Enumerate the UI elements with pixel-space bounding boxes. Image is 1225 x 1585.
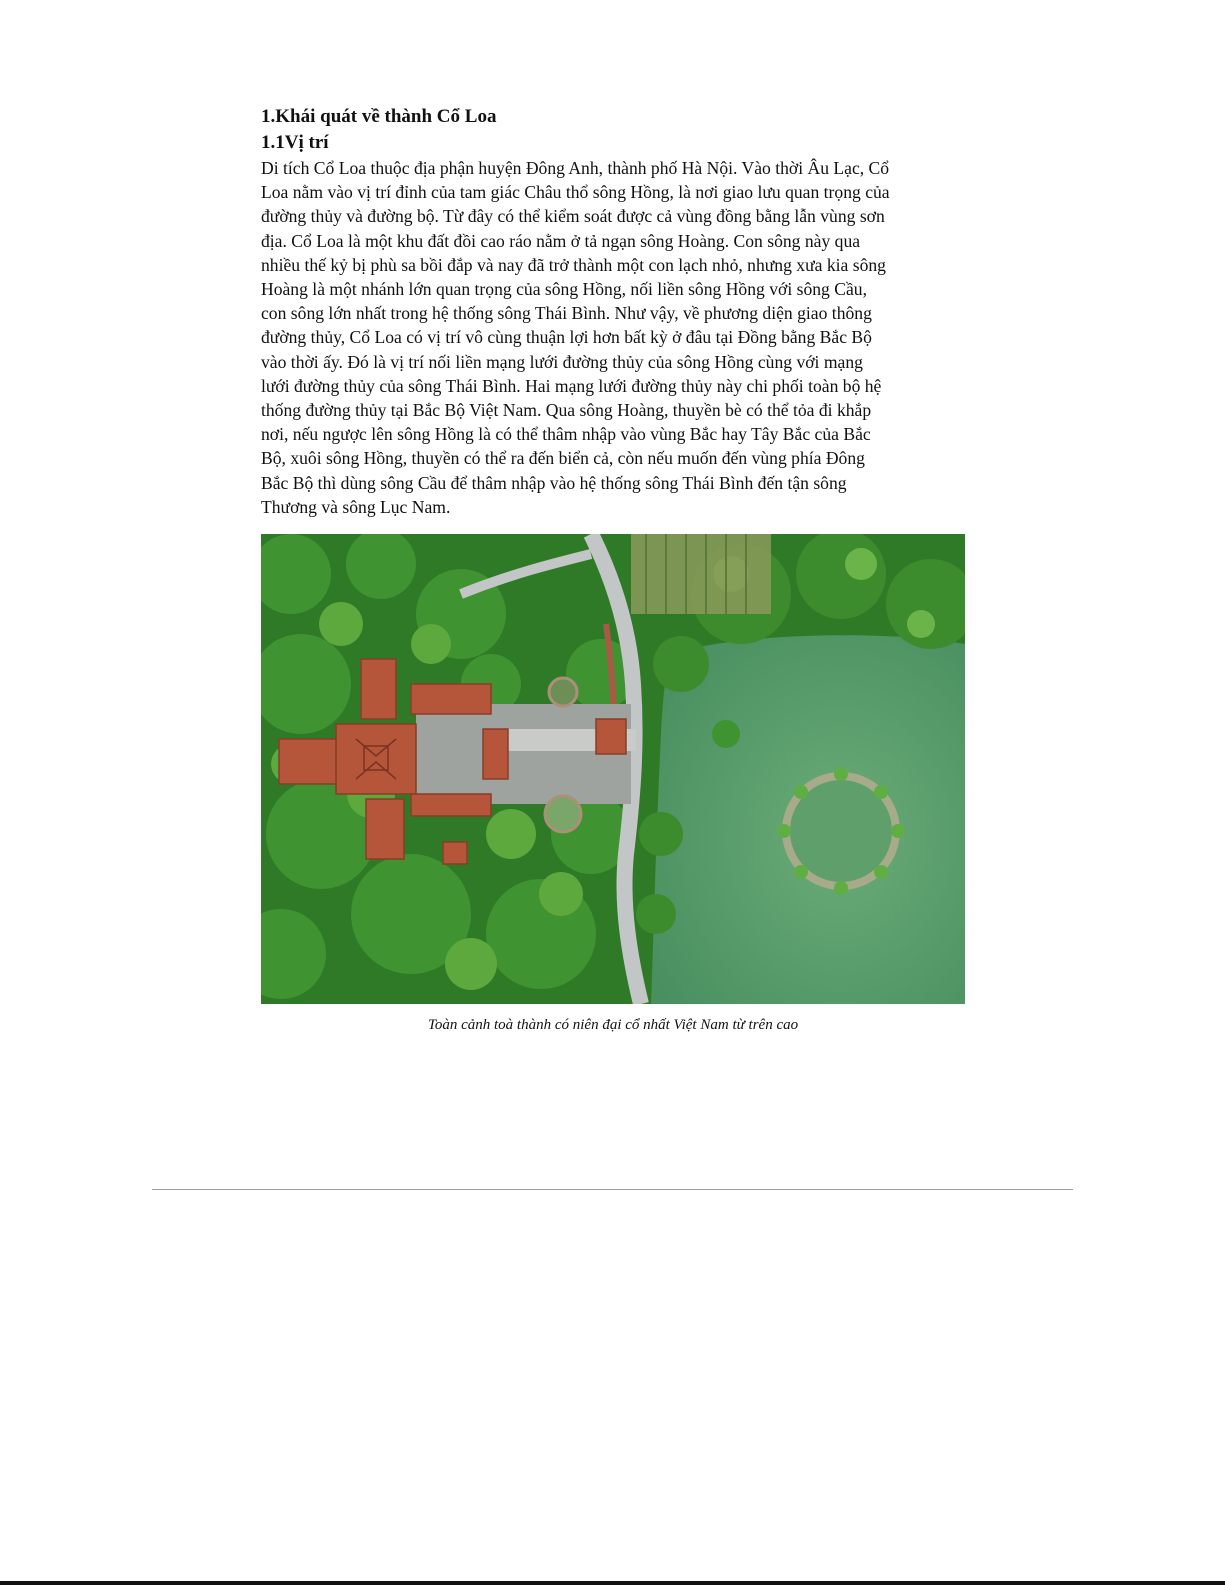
page-bottom-edge (0, 1581, 1225, 1585)
figure-caption: Toàn cảnh toà thành có niên đại cổ nhất Việt Nam từ trên cao (427, 1017, 799, 1033)
page-divider (152, 1189, 1073, 1190)
paragraph-line: đường thủy, Cổ Loa có vị trí vô cùng thuận lợi hơn bất kỳ ở đâu tại Đồng bằng Bắc Bộ (261, 327, 872, 348)
paragraph-line: Hoàng là một nhánh lớn quan trọng của sông Hồng, nối liền sông Hồng với sông Cầu, (261, 279, 867, 300)
paragraph-line: vào thời ấy. Đó là vị trí nối liền mạng lưới đường thủy của sông Hồng cùng với mạng (261, 351, 863, 372)
paragraph-line: Bắc Bộ thì dùng sông Cầu để thâm nhập vào hệ thống sông Thái Bình đến tận sông (261, 472, 847, 493)
paragraph-line: Di tích Cổ Loa thuộc địa phận huyện Đông Anh, thành phố Hà Nội. Vào thời Âu Lạc, Cổ (261, 158, 890, 178)
section-heading: 1.Khái quát về thành Cổ Loa (261, 106, 497, 127)
paragraph-line: con sông lớn nhất trong hệ thống sông Thái Bình. Như vậy, về phương diện giao thông (261, 303, 872, 324)
paragraph-line: nhiều thế kỷ bị phù sa bồi đắp và nay đã trở thành một con lạch nhỏ, nhưng xưa kia sông (261, 254, 886, 275)
paragraph-line: thống đường thủy tại Bắc Bộ Việt Nam. Qua sông Hoàng, thuyền bè có thể tỏa đi khắp (261, 400, 872, 421)
paragraph-line: nơi, nếu ngược lên sông Hồng là có thể thâm nhập vào vùng Bắc hay Tây Bắc của Bắc (261, 424, 871, 445)
aerial-photo (261, 534, 965, 1004)
paragraph-line: đường thủy và đường bộ. Từ đây có thể kiểm soát được cả vùng đồng bằng lẫn vùng sơn (261, 206, 885, 227)
subsection-heading: 1.1Vị trí (261, 132, 329, 153)
paragraph-line: Thương và sông Lục Nam. (261, 496, 451, 517)
text-block (261, 104, 966, 519)
body-paragraph (261, 156, 966, 519)
paragraph-line: lưới đường thủy của sông Thái Bình. Hai mạng lưới đường thủy này chi phối toàn bộ hệ (261, 375, 882, 396)
paragraph-line: Loa nằm vào vị trí đỉnh của tam giác Châu thổ sông Hồng, là nơi giao lưu quan trọng của (261, 182, 890, 203)
paragraph-line: địa. Cổ Loa là một khu đất đồi cao ráo nằm ở tả ngạn sông Hoàng. Con sông này qua (261, 230, 861, 251)
paragraph-line: Bộ, xuôi sông Hồng, thuyền có thể ra đến biển cả, còn nếu muốn đến vùng phía Đông (261, 448, 865, 469)
